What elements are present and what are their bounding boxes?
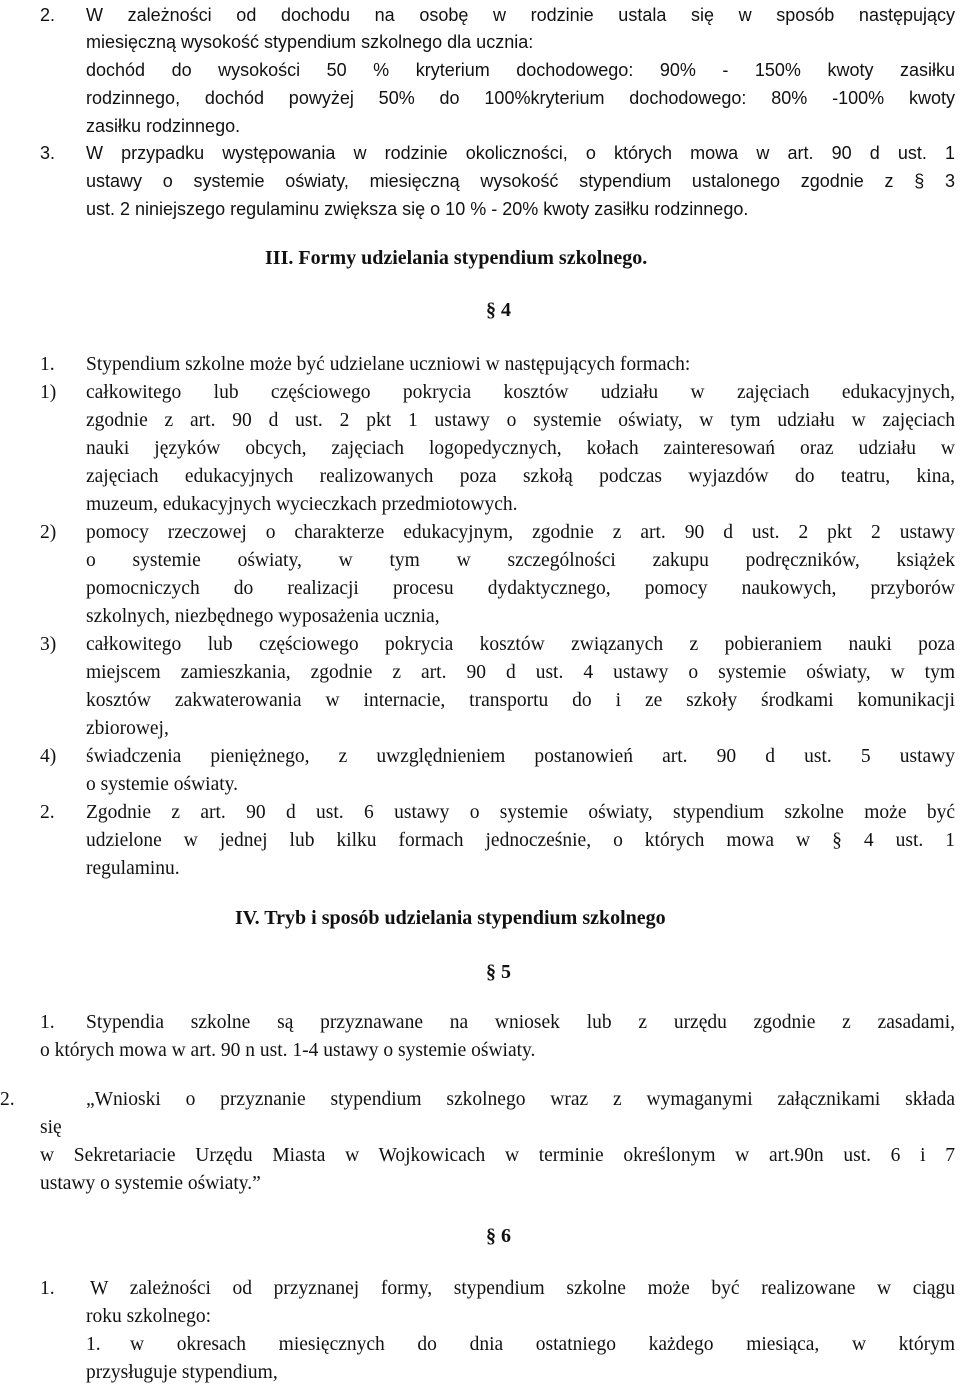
s5-par-2-line-1: 2. „Wnioski o przyznanie stypendium szkolnego wraz z wymaganymi załącznikami składa: [0, 1087, 960, 1113]
s4-item-2-number: 2): [40, 522, 57, 543]
s4-par-2-line-1: 2. Zgodnie z art. 90 d ust. 6 ustawy o systemie oświaty, stypendium szkolne może być: [0, 800, 960, 826]
s6-par-1-line-1: 1. W zależności od przyznanej formy, stypendium szkolne może być realizowane w ciągu: [0, 1276, 960, 1302]
s4-item-3-line-2: miejscem zamieszkania, zgodnie z art. 90 d ust. 4 ustawy o systemie oświaty, w tym: [86, 662, 955, 683]
s4-item-1-number: 1): [40, 382, 57, 403]
s6-sub-1-number: 1.: [86, 1334, 101, 1355]
s4-item-4-number: 4): [40, 746, 57, 767]
s5-par-2-line-3: w Sekretariacie Urzędu Miasta w Wojkowicach w terminie określonym w art.90n ust. 6 i 7: [40, 1145, 955, 1166]
s4-item-1-line-2: zgodnie z art. 90 d ust. 2 pkt 1 ustawy o systemie oświaty, w tym udziału w zajęciach: [86, 410, 955, 431]
s4-item-2-line-1: 2) pomocy rzeczowej o charakterze edukacyjnym, zgodnie z art. 90 d ust. 2 pkt 2 ustawy: [0, 520, 960, 546]
section-4-mark: § 4: [486, 299, 511, 321]
section-6-mark: § 6: [486, 1225, 511, 1247]
par-2-line-1: 2. W zależności od dochodu na osobę w rodzinie ustala się w sposób następujący: [0, 2, 960, 28]
par-3-line-3: ust. 2 niniejszego regulaminu zwiększa się o 10 % - 20% kwoty zasiłku rodzinnego.: [86, 199, 749, 219]
s6-sub-1-line-2: przysługuje stypendium,: [86, 1362, 278, 1383]
section-iv-heading: IV. Tryb i sposób udzielania stypendium szkolnego: [235, 907, 666, 929]
par-3-line-1: 3. W przypadku występowania w rodzinie okoliczności, o których mowa w art. 90 d ust. 1: [0, 140, 960, 166]
s5-par-1-line-1: 1. Stypendia szkolne są przyznawane na wniosek lub z urzędu zgodnie z zasadami,: [0, 1010, 960, 1036]
s4-item-1-line-5: muzeum, edukacyjnych wycieczkach przedmiotowych.: [86, 494, 518, 515]
par-3-number: 3.: [40, 143, 56, 163]
section-5-mark: § 5: [486, 961, 511, 983]
s4-item-4-line-2: o systemie oświaty.: [86, 774, 239, 795]
s4-item-1-line-3: nauki języków obcych, zajęciach logopedycznych, kołach zainteresowań oraz udziału w: [86, 438, 955, 459]
s4-item-3-line-4: zbiorowej,: [86, 718, 169, 739]
s4-par-2-number: 2.: [40, 802, 55, 823]
s4-item-3-number: 3): [40, 634, 57, 655]
s4-par-2-line-3: regulaminu.: [86, 858, 180, 879]
s4-item-1-line-4: zajęciach edukacyjnych realizowanych poza szkołą podczas wyjazdów do teatru, kina,: [86, 466, 955, 487]
s6-sub-1-line-1: 1. w okresach miesięcznych do dnia ostatniego każdego miesiąca, w którym: [0, 1332, 960, 1358]
s4-item-2-line-3: pomocniczych do realizacji procesu dydaktycznego, pomocy naukowych, przyborów: [86, 578, 955, 599]
s4-item-3-line-1: 3) całkowitego lub częściowego pokrycia kosztów związanych z pobieraniem nauki poza: [0, 632, 960, 658]
s4-item-4-line-1: 4) świadczenia pieniężnego, z uwzględnieniem postanowień art. 90 d ust. 5 ustawy: [0, 744, 960, 770]
par-3-line-2: ustawy o systemie oświaty, miesięczną wysokość stypendium ustalonego zgodnie z § 3: [86, 171, 955, 191]
s4-item-2-line-4: szkolnych, niezbędnego wyposażenia ucznia,: [86, 606, 440, 627]
s4-item-2-line-2: o systemie oświaty, w tym w szczególności zakupu podręczników, książek: [86, 550, 955, 571]
s4-par-1: 1. Stypendium szkolne może być udzielane uczniowi w następujących formach:: [0, 352, 960, 378]
par-2-line-3: dochód do wysokości 50 % kryterium dochodowego: 90% - 150% kwoty zasiłku: [86, 60, 955, 80]
section-iii-heading: III. Formy udzielania stypendium szkolnego.: [265, 247, 648, 269]
s4-item-3-line-3: kosztów zakwaterowania w internacie, transportu do i ze szkoły środkami komunikacji: [86, 690, 955, 711]
s6-par-1-number: 1.: [40, 1278, 55, 1299]
s5-par-2-line-2: się: [40, 1117, 62, 1138]
par-2-line-2: miesięczną wysokość stypendium szkolnego dla ucznia:: [86, 32, 534, 52]
s4-par-2-line-2: udzielone w jednej lub kilku formach jednocześnie, o których mowa w § 4 ust. 1: [86, 830, 955, 851]
par-2-line-5: zasiłku rodzinnego.: [86, 116, 241, 136]
s5-par-2-number: 2.: [0, 1089, 15, 1110]
s5-par-1-number: 1.: [40, 1012, 55, 1033]
s6-par-1-line-2: roku szkolnego:: [86, 1306, 212, 1327]
s5-par-2-line-4: ustawy o systemie oświaty.”: [40, 1173, 261, 1194]
s4-item-1-line-1: 1) całkowitego lub częściowego pokrycia kosztów udziału w zajęciach edukacyjnych,: [0, 380, 960, 406]
par-2-line-4: rodzinnego, dochód powyżej 50% do 100%kryterium dochodowego: 80% -100% kwoty: [86, 88, 955, 108]
par-2-number: 2.: [40, 5, 56, 25]
s4-par-1-number: 1.: [40, 354, 55, 375]
s5-par-1-line-2: o których mowa w art. 90 n ust. 1-4 ustawy o systemie oświaty.: [40, 1040, 536, 1061]
